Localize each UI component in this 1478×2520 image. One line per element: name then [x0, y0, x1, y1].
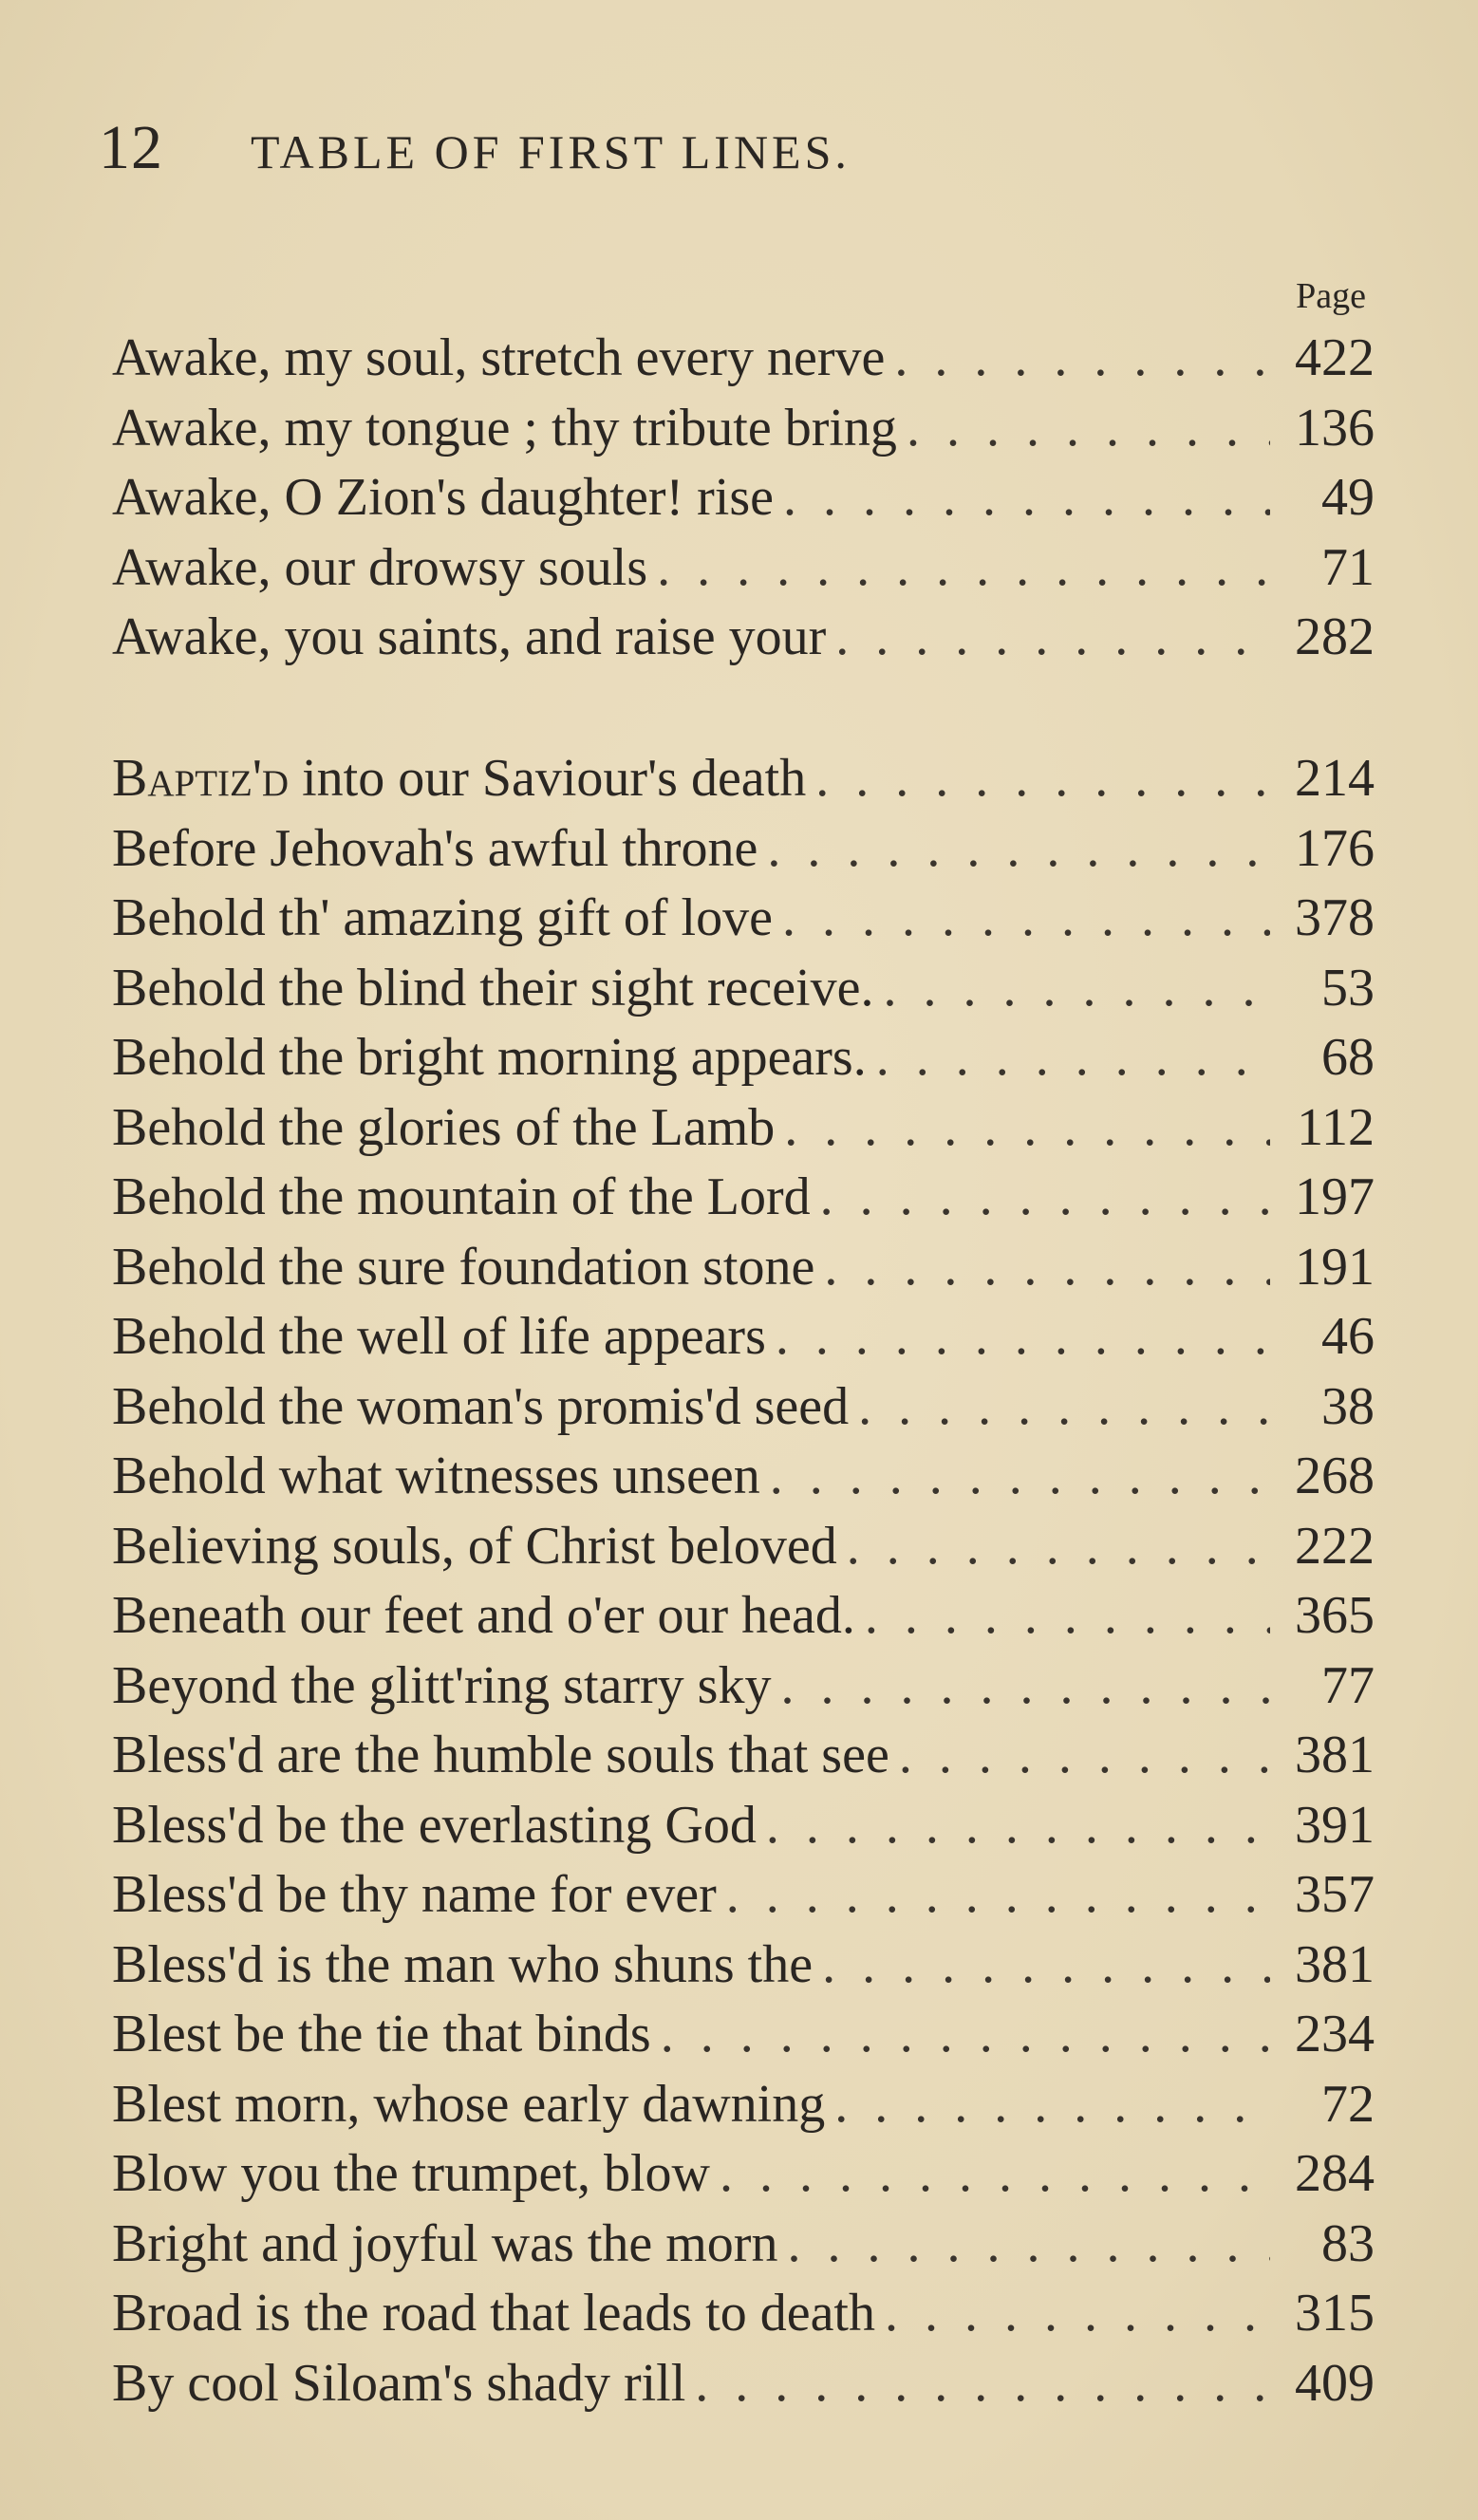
first-line: Bright and joyful was the morn — [112, 2213, 778, 2273]
first-line: Behold the mountain of the Lord — [112, 1167, 811, 1226]
running-title: TABLE OF FIRST LINES. — [251, 125, 851, 178]
page-reference: 282 — [1295, 607, 1375, 666]
page-header — [99, 112, 851, 184]
toc-entry — [112, 1655, 1375, 1726]
toc-entry — [112, 607, 1375, 677]
dot-leader — [820, 1167, 1270, 1227]
toc-entry — [112, 1516, 1375, 1586]
page-reference: 268 — [1295, 1447, 1375, 1505]
first-line: Behold the well of life appears — [112, 1307, 766, 1366]
first-line: Blow you the trumpet, blow — [112, 2144, 710, 2203]
dot-leader — [824, 1237, 1270, 1297]
page-reference: 284 — [1295, 2144, 1375, 2203]
page-column-label: Page — [1296, 276, 1366, 316]
dot-leader — [767, 818, 1270, 879]
page-reference: 49 — [1321, 468, 1375, 527]
toc-entry — [112, 398, 1375, 468]
page-reference: 112 — [1297, 1097, 1375, 1157]
page-reference: 191 — [1295, 1237, 1375, 1297]
first-line: Behold th' amazing gift of love — [112, 888, 773, 947]
first-line: Behold the sure foundation stone — [112, 1237, 815, 1297]
toc-entry — [112, 2283, 1375, 2353]
toc-entry — [112, 958, 1375, 1028]
first-line: Behold the bright morning appears. — [112, 1028, 867, 1087]
first-line: Bless'd is the man who shuns the — [112, 1934, 814, 1994]
page-reference: 381 — [1295, 1934, 1375, 1994]
dot-leader — [894, 327, 1270, 388]
page-reference: 378 — [1295, 888, 1375, 947]
dot-leader — [834, 2074, 1270, 2135]
first-line: Before Jehovah's awful throne — [112, 818, 758, 878]
page-reference: 136 — [1295, 398, 1375, 457]
first-line — [112, 748, 806, 809]
first-line: Awake, my soul, stretch every nerve — [112, 328, 886, 387]
dot-leader — [876, 1027, 1270, 1088]
toc-entry — [112, 1376, 1375, 1447]
dot-leader — [847, 1516, 1270, 1577]
dot-leader — [815, 748, 1270, 809]
page-reference: 391 — [1295, 1795, 1375, 1855]
dot-leader — [907, 398, 1270, 458]
toc-entry — [112, 1027, 1375, 1097]
dot-leader — [885, 2283, 1270, 2343]
toc-entry — [112, 1795, 1375, 1865]
toc-entry — [112, 1167, 1375, 1237]
page-reference: 176 — [1295, 818, 1375, 878]
toc-entry — [112, 2143, 1375, 2213]
dot-leader — [766, 1795, 1270, 1856]
dot-leader — [720, 2143, 1270, 2204]
first-line-rest: into our Saviour's death — [289, 749, 807, 808]
first-line: Behold the glories of the Lamb — [112, 1097, 776, 1157]
toc-entry — [112, 2004, 1375, 2074]
first-line: Beyond the glitt'ring starry sky — [112, 1655, 772, 1715]
first-line: Blest be the tie that binds — [112, 2005, 651, 2063]
toc-entry — [112, 327, 1375, 398]
first-line: Behold what witnesses unseen — [112, 1447, 760, 1505]
entry-group-awake — [112, 327, 1375, 677]
page-reference: 83 — [1321, 2213, 1375, 2273]
toc-entry — [112, 1446, 1375, 1516]
page-number: 12 — [99, 113, 163, 182]
toc-entry — [112, 1934, 1375, 2005]
page-reference: 68 — [1321, 1028, 1375, 1087]
dot-leader — [770, 1446, 1270, 1506]
first-line: Blest morn, whose early dawning — [112, 2074, 826, 2134]
toc-entry — [112, 2353, 1375, 2423]
toc-entry — [112, 887, 1375, 958]
first-line: Bless'd be thy name for ever — [112, 1865, 717, 1924]
dot-leader — [695, 2353, 1270, 2414]
dot-leader — [661, 2004, 1270, 2064]
page-reference: 234 — [1295, 2005, 1375, 2063]
page-reference: 409 — [1295, 2353, 1375, 2413]
dot-leader — [835, 607, 1270, 667]
page-reference: 71 — [1321, 537, 1375, 597]
dot-leader — [726, 1864, 1270, 1925]
first-line: Awake, my tongue ; thy tribute bring — [112, 398, 897, 457]
toc-entry — [112, 2074, 1375, 2144]
dot-leader — [782, 887, 1270, 948]
dot-leader — [787, 2213, 1270, 2274]
first-line: Beneath our feet and o'er our head. — [112, 1586, 855, 1645]
page-reference: 214 — [1295, 749, 1375, 808]
page-reference: 53 — [1321, 958, 1375, 1017]
page-reference: 315 — [1295, 2284, 1375, 2343]
dot-leader — [657, 537, 1270, 598]
first-line: Behold the blind their sight receive. — [112, 958, 874, 1017]
first-word-smallcaps: Baptiz'd — [112, 749, 290, 808]
page-reference: 38 — [1321, 1376, 1375, 1436]
entry-group-b — [112, 748, 1375, 2422]
page-reference: 72 — [1321, 2074, 1375, 2134]
dot-leader — [780, 1655, 1270, 1716]
first-line: Broad is the road that leads to death — [112, 2284, 875, 2343]
toc-entry — [112, 1725, 1375, 1795]
dot-leader — [858, 1376, 1270, 1437]
dot-leader — [899, 1725, 1270, 1785]
toc-entry — [112, 1097, 1375, 1167]
page-reference: 365 — [1295, 1586, 1375, 1645]
first-line: Behold the woman's promis'd seed — [112, 1376, 850, 1436]
dot-leader — [783, 467, 1270, 528]
toc-entry — [112, 818, 1375, 888]
toc-entry — [112, 537, 1375, 607]
first-line: Awake, our drowsy souls — [112, 537, 648, 597]
page-reference: 422 — [1295, 328, 1375, 387]
toc-entry — [112, 1585, 1375, 1655]
toc-entry — [112, 1306, 1375, 1376]
toc-entry — [112, 467, 1375, 537]
first-line: Awake, you saints, and raise your — [112, 607, 827, 666]
toc-entry — [112, 1864, 1375, 1934]
page-reference: 381 — [1295, 1726, 1375, 1784]
page-reference: 357 — [1295, 1865, 1375, 1924]
dot-leader — [883, 958, 1270, 1018]
first-line: Bless'd be the everlasting God — [112, 1795, 757, 1855]
page-reference: 77 — [1321, 1655, 1375, 1715]
first-line: By cool Siloam's shady rill — [112, 2353, 686, 2413]
first-line: Bless'd are the humble souls that see — [112, 1726, 889, 1784]
page-reference: 46 — [1321, 1307, 1375, 1366]
first-line: Awake, O Zion's daughter! rise — [112, 468, 774, 527]
first-line: Believing souls, of Christ beloved — [112, 1516, 837, 1576]
toc-entry — [112, 748, 1375, 818]
dot-leader — [822, 1934, 1270, 1995]
dot-leader — [784, 1097, 1270, 1158]
toc-entry — [112, 1237, 1375, 1307]
page-reference: 197 — [1295, 1167, 1375, 1226]
dot-leader — [776, 1306, 1270, 1367]
page-reference: 222 — [1295, 1516, 1375, 1576]
toc-entry — [112, 2213, 1375, 2284]
dot-leader — [865, 1585, 1270, 1646]
